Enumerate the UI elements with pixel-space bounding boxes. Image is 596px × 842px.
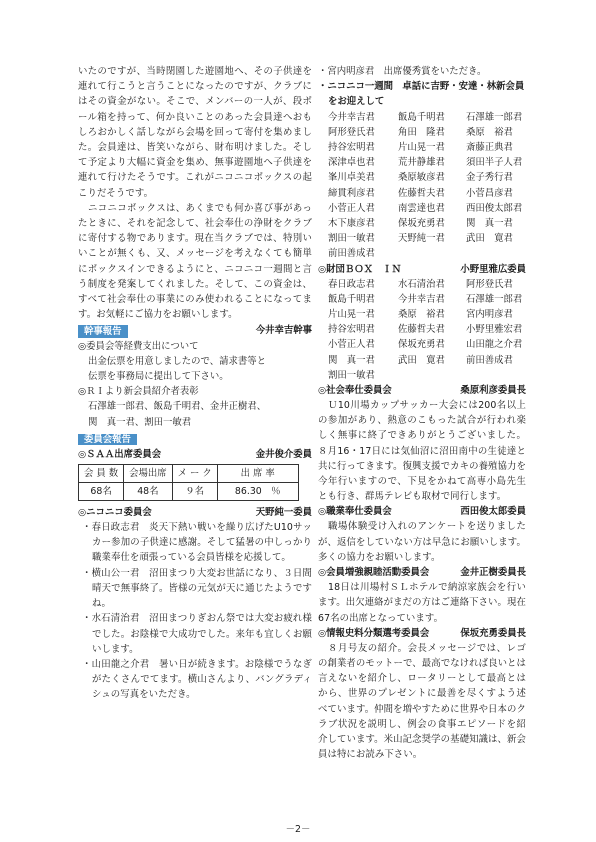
name-item: 桑原敏彦君: [398, 172, 445, 184]
kaiin-text: 18日は川場村ＳＬホテルで納涼家族会を行います。出欠連絡がまだの方はご連絡下さい。現在67名の出席となっています。: [318, 582, 526, 624]
kaiin-header: [318, 565, 526, 580]
joho-text: ８月号友の紹介。会長メッセージでは、レゴの創業者のモットーで、最高でなければ良いとは言えないを紹介し、ロータリーとして最高とはから、世界のプレゼントに最善を尽くすよう述べています。仲間を増やすために世界や日本のクラブ状況を説明し、例会の食事エピソードを紹介しています。米山記念奨学の基礎知識は、新会員は特にお読み下さい。: [318, 642, 526, 761]
name-item: 峯川卓美君: [328, 172, 375, 184]
name-item: 阿形登氏君: [328, 126, 375, 138]
attendance-table: [78, 464, 299, 501]
name-item: 深津卓也君: [328, 157, 375, 169]
table-cell: 86.30 ％: [217, 483, 298, 501]
table-cell: 68名: [79, 483, 124, 501]
table-header-row: [79, 465, 299, 483]
saa-header: [78, 447, 312, 462]
name-item: 桑原 裕君: [466, 126, 513, 138]
name-item: 今井幸吉君: [398, 293, 445, 305]
week-title: ・ニコニコ一週間 卓話に吉野・安達・林新会員をお迎えして: [318, 81, 525, 108]
name-item: 割田一敏君: [328, 369, 375, 381]
name-item: 天野純一君: [398, 233, 445, 245]
shakai-header: [318, 383, 526, 398]
name-item: 須田半子人君: [466, 157, 523, 169]
name-item: 割田一敏君: [328, 233, 375, 245]
week-names: [318, 110, 526, 262]
list-item: ・春日政志君 炎天下熱い戦いを繰り広げたU10サッカー参加の子供達に感謝。そして猛暑の中しっかり職業奉仕を頑張っている会員皆様を応援して。: [82, 522, 312, 564]
kanji-report-person: 今井幸吉幹事: [255, 325, 312, 337]
name-item: 片山晃一君: [398, 142, 445, 154]
name-item: 桑原 裕君: [398, 309, 445, 321]
name-item: 西田俊太郎君: [466, 202, 523, 214]
name-item: 南雲達也君: [398, 202, 445, 214]
name-item: 飯島千明君: [398, 111, 445, 123]
shakai-text: Ｕ10川場カップサッカー大会には200名以上の参加があり、熱意のこもった試合が行われ楽しく無事に終了できありがとうございました。８月16・17日には気仙沼に沼田南中の生徒達と共に行ってきます。復興支援でカキの養殖協力を今年行いますので、下見をかねて高専小島先生とも行き、群馬テレビも取材で同行します。: [318, 400, 526, 503]
kanji-report-label: 幹事報告: [78, 325, 128, 338]
intro-paragraph: いたのですが、当時閉園した遊園地へ、その子供達を連れて行こうと言うことになったのですが、クラブにはその資金がない。そこで、メンバーの一人が、段ボール箱を持って、何か良いことのあった会員達へおもしろおかしく話しながら会場を回って寄付を集めました。会員達は、皆笑いながら、財布明けました。そして予定より大幅に資金を集め、無事遊園地へ子供達を連れて行けたそうです。これがニコニコボックスの起こりだそうです。: [78, 66, 312, 199]
name-item: 前田善成君: [466, 354, 513, 366]
table-header-cell: 出 席 率: [217, 465, 298, 483]
name-item: 持谷宏明君: [328, 324, 375, 336]
list-item: ・横山公一君 沼田まつり大変お世話になり、３日間晴天で無事終了。皆様の元気が天に通じたようですね。: [82, 567, 312, 610]
name-item: 小菅昌彦君: [466, 187, 513, 199]
name-item: 関 真一君: [466, 218, 513, 230]
name-item: 保坂充勇君: [398, 339, 445, 351]
name-item: 持谷宏明君: [328, 142, 375, 154]
name-item: 春日政志君: [328, 278, 375, 290]
name-item: 山田龍之介君: [466, 339, 523, 351]
shokugyo-person: 西田俊太郎委員: [460, 506, 526, 518]
name-item: 水石清治君: [398, 278, 445, 290]
right-column: [318, 64, 526, 762]
name-item: 佐藤哲夫君: [398, 324, 445, 336]
kaiin-title: ◎会員増強親睦活動委員会: [318, 567, 430, 579]
table-header-cell: メ ー ク: [172, 465, 217, 483]
name-item: 武田 寛君: [398, 354, 445, 366]
table-header-cell: 会 員 数: [79, 465, 124, 483]
niko-person: 天野純一委員: [255, 507, 312, 519]
list-item: ・水石清治君 沼田まつりぎおん祭では大変お疲れ様でした。お陰様で大成功でした。来年も宜しくお願いします。: [82, 613, 312, 655]
name-item: 石澤雄一郎君: [466, 293, 523, 305]
joho-person: 保坂充勇委員長: [460, 627, 526, 639]
name-item: 阿形登氏君: [466, 278, 513, 290]
name-item: 今井幸吉君: [328, 111, 375, 123]
name-item: 小菅正人君: [328, 339, 375, 351]
name-item: 小菅正人君: [328, 202, 375, 214]
saa-title: ◎ＳＡＡ出席委員会: [78, 449, 162, 461]
name-item: 保坂充勇君: [398, 218, 445, 230]
table-row: [79, 483, 299, 501]
name-item: 木下康彦君: [328, 218, 375, 230]
shokugyo-text: 職場体験受け入れのアンケートを送りましたが、返信をしていない方は早急にお願いします。多くの協力をお願いします。: [318, 521, 526, 563]
name-item: 片山晃一君: [328, 309, 375, 321]
name-item: 締貫利彦君: [328, 187, 375, 199]
kanji-item: 関 真一君、割田一敏君: [88, 416, 192, 428]
kanji-report-body: [78, 339, 312, 430]
name-item: 前田善成君: [328, 248, 375, 260]
name-item: 荒井静雄君: [398, 157, 445, 169]
kaiin-person: 金井正樹委員長: [460, 567, 526, 579]
niko-header: [78, 505, 312, 520]
shakai-title: ◎社会奉仕委員会: [318, 385, 392, 397]
niko-title: ◎ニコニコ委員会: [78, 507, 152, 519]
box-person: 小野里雅広委員: [460, 263, 526, 275]
saa-person: 金井俊介委員: [255, 449, 312, 461]
box-title: ◎財団ＢＯＸ ＩＮ: [318, 263, 402, 275]
niko-box-paragraph: ニコニコボックスは、あくまでも何か喜び事があったときに、それを記念して、社会奉仕の浄財をクラブに寄付する物であります。現在当クラブでは、特別いいことが無くも、又、メッセージを考えなくても簡単にボックスインできるようにと、ニコニコ一週間と言う制度を発案してくれました。そして、この資金は、すべて社会奉仕の事業にのみ使われることになってます。お気軽にご協力をお願いします。: [78, 202, 312, 321]
list-item: ・山田龍之介君 暑い日が続きます。お陰様でうなぎがたくさんでてます。横山さんより、バングラディシュの写真をいただき。: [82, 658, 312, 701]
name-item: 斎藤正典君: [466, 142, 513, 154]
name-item: 小野里雅宏君: [466, 324, 523, 336]
kanji-item: 出金伝票を用意しましたので、請求書等と: [88, 355, 266, 367]
shakai-person: 桑原利彦委員長: [460, 385, 526, 397]
name-item: 飯島千明君: [328, 293, 375, 305]
name-item: 角田 隆君: [398, 126, 445, 138]
name-item: 石澤雄一郎君: [466, 111, 523, 123]
niko-list: [78, 520, 312, 702]
miyauchi-line: ・宮内明彦君 出席優秀賞をいただき。: [318, 66, 487, 77]
name-item: 金子秀行君: [466, 172, 513, 184]
left-column: [78, 64, 312, 703]
box-names: [318, 277, 526, 383]
table-cell: 48名: [124, 483, 173, 501]
kanji-item: 伝票を事務局に提出して下さい。: [88, 371, 229, 383]
kanji-item: ◎ＲＩより新会員紹介者表彰: [78, 386, 199, 398]
committee-report-header: [78, 432, 312, 447]
name-item: 宮内明彦君: [466, 309, 513, 321]
shokugyo-header: [318, 504, 526, 519]
joho-title: ◎情報史料分類選考委員会: [318, 627, 430, 639]
kanji-report-header: [78, 323, 312, 338]
name-item: 佐藤哲夫君: [398, 187, 445, 199]
committee-report-label: 委員会報告: [78, 434, 137, 445]
kanji-item: 石澤雄一郎君、飯島千明君、金井正樹君、: [88, 401, 267, 413]
box-header: [318, 262, 526, 277]
table-cell: ９名: [172, 483, 217, 501]
name-item: 関 真一君: [328, 354, 375, 366]
name-item: 武田 寛君: [466, 233, 513, 245]
joho-header: [318, 626, 526, 641]
kanji-item: ◎委員会等経費支出について: [78, 340, 199, 352]
table-header-cell: 会場出席: [124, 465, 173, 483]
page-number: －2－: [285, 824, 311, 835]
shokugyo-title: ◎職業奉仕委員会: [318, 506, 392, 518]
